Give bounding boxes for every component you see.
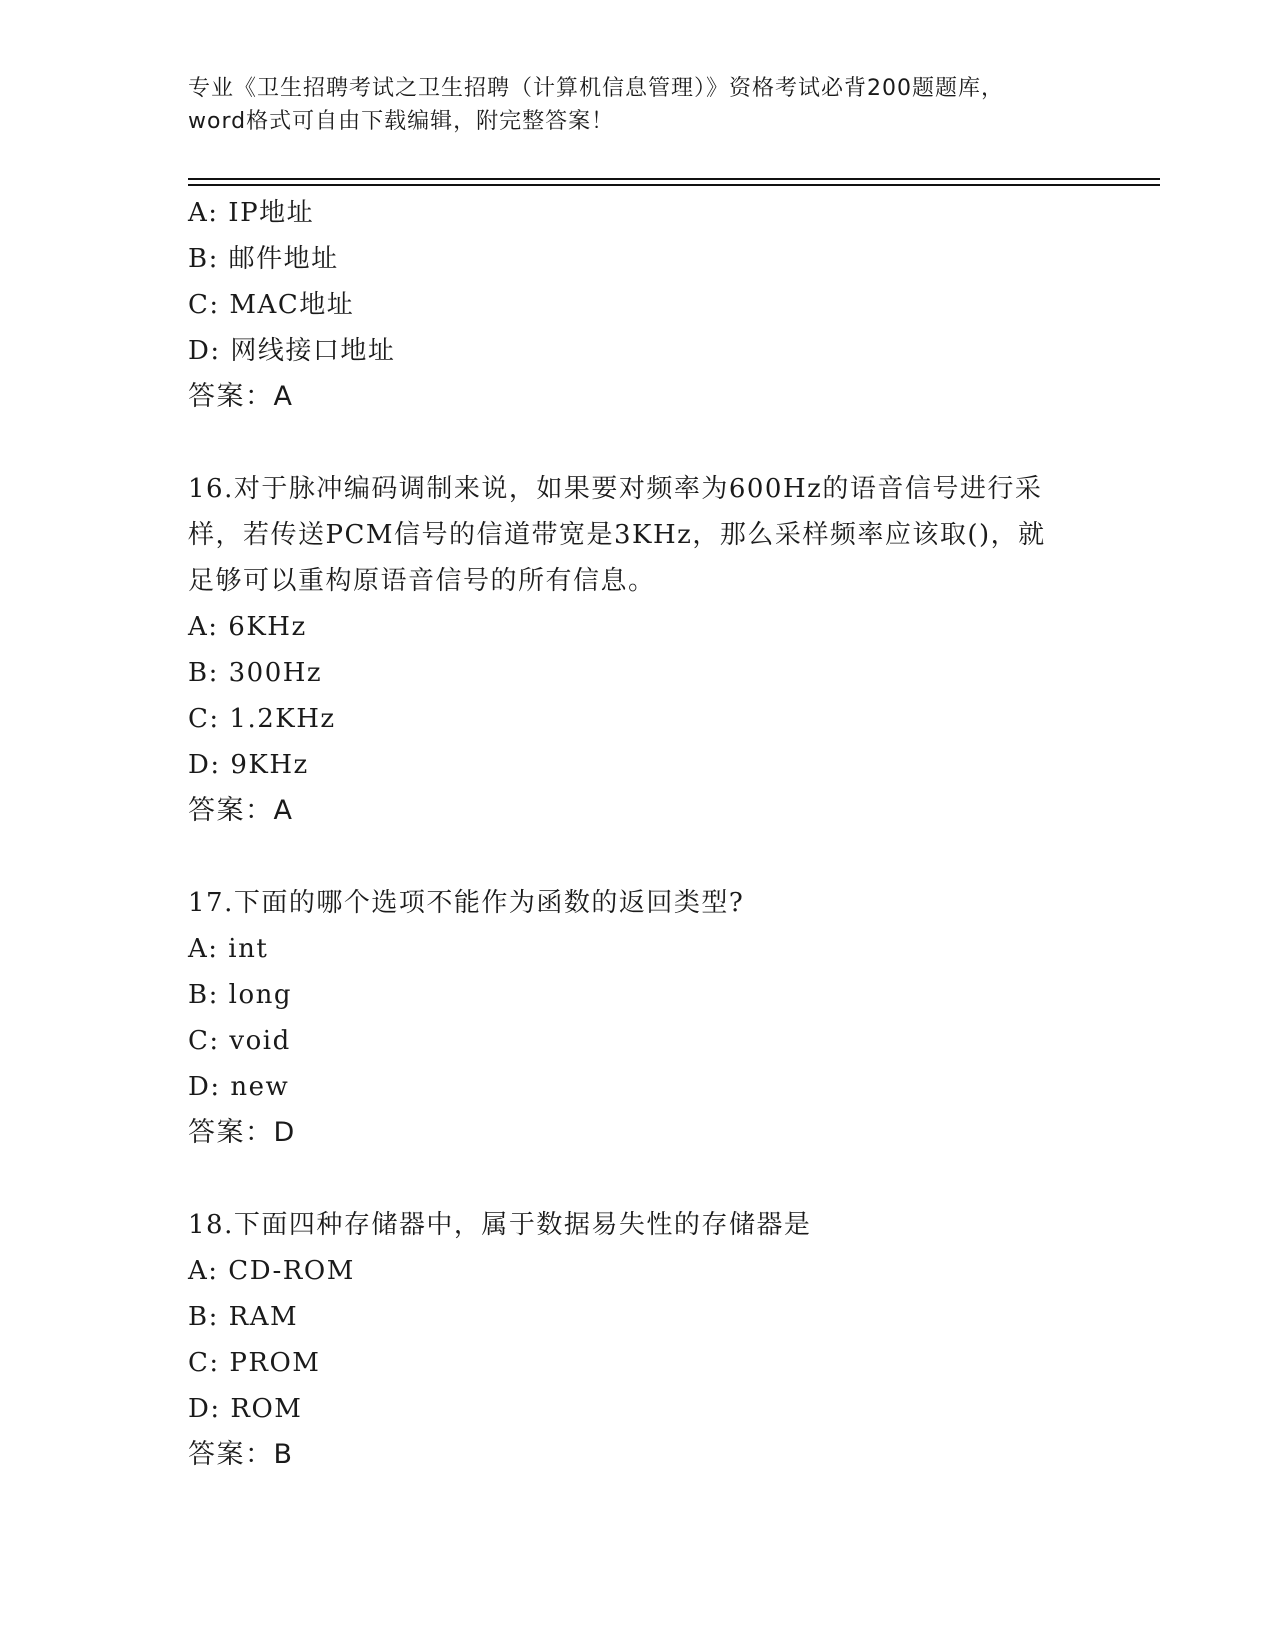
option-d: D: new <box>188 1072 290 1102</box>
header-line-2: word格式可自由下载编辑，附完整答案！ <box>188 109 615 134</box>
question-block-18 <box>188 1202 1088 1478</box>
option-d: D: 网线接口地址 <box>188 336 396 366</box>
option-a: A: 6KHz <box>188 612 307 642</box>
question-text: 18.下面四种存储器中，属于数据易失性的存储器是 <box>188 1210 812 1240</box>
document-header <box>188 72 1088 138</box>
spacer <box>188 834 1088 880</box>
option-d: D: 9KHz <box>188 750 309 780</box>
question-block-17 <box>188 880 1088 1156</box>
option-b: B: long <box>188 980 292 1010</box>
option-c: C: MAC地址 <box>188 290 355 320</box>
option-b: B: 300Hz <box>188 658 323 688</box>
spacer <box>188 1156 1088 1202</box>
option-b: B: RAM <box>188 1302 299 1332</box>
spacer <box>188 420 1088 466</box>
answer: 答案：A <box>188 381 294 412</box>
header-line-1: 专业《卫生招聘考试之卫生招聘（计算机信息管理）》资格考试必背200题题库， <box>188 76 1004 101</box>
answer: 答案：B <box>188 1439 294 1470</box>
option-a: A: CD-ROM <box>188 1256 355 1286</box>
question-block-16 <box>188 466 1088 834</box>
answer: 答案：A <box>188 795 294 826</box>
header-divider-bottom <box>188 184 1160 186</box>
option-c: C: 1.2KHz <box>188 704 336 734</box>
question-text: 17.下面的哪个选项不能作为函数的返回类型? <box>188 888 745 918</box>
question-text-line-1: 16.对于脉冲编码调制来说，如果要对频率为600Hz的语音信号进行采 <box>188 474 1043 504</box>
question-text-line-2: 样，若传送PCM信号的信道带宽是3KHz，那么采样频率应该取()，就 <box>188 520 1046 550</box>
option-c: C: PROM <box>188 1348 321 1378</box>
question-content <box>188 190 1088 1478</box>
option-d: D: ROM <box>188 1394 303 1424</box>
question-block-15 <box>188 190 1088 420</box>
option-a: A: IP地址 <box>188 198 315 228</box>
question-text-line-3: 足够可以重构原语音信号的所有信息。 <box>188 566 656 596</box>
option-c: C: void <box>188 1026 291 1056</box>
header-divider-top <box>188 178 1160 180</box>
answer: 答案：D <box>188 1117 296 1148</box>
option-a: A: int <box>188 934 269 964</box>
option-b: B: 邮件地址 <box>188 244 339 274</box>
